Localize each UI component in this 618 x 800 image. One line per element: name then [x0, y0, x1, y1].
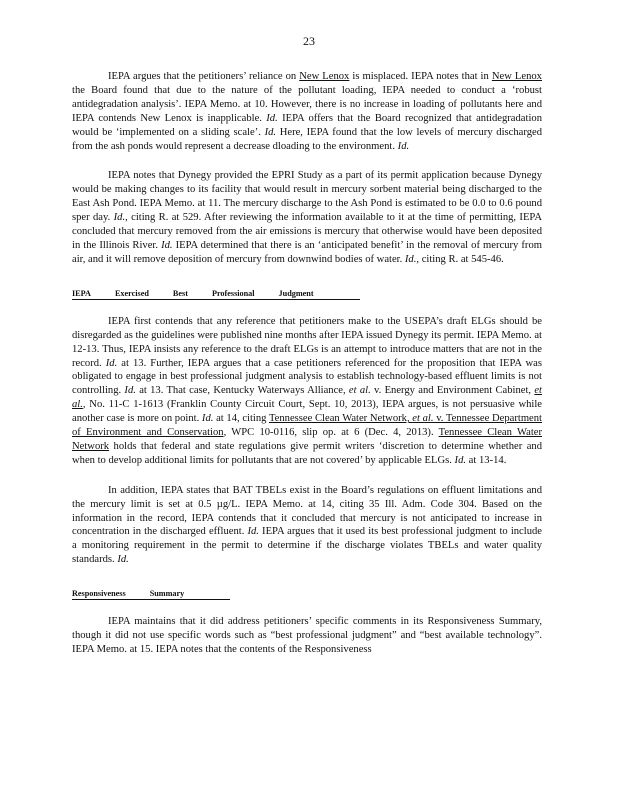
paragraph-responsiveness: IEPA maintains that it did address petitioners’ specific comments in its Responsiveness Summary, though it did not use specific words such as “best professional judgment” and “best available technology”. IEPA Memo. at 15. IEPA notes that the contents of the Responsiveness [72, 616, 542, 655]
section-heading-responsiveness-summary: Responsiveness Summary [72, 589, 230, 600]
document-body [72, 70, 542, 673]
paragraph-bat-tbels: In addition, IEPA states that BAT TBELs exist in the Board’s regulations on effluent limitations and the mercury limit is set at 0.5 µg/L. IEPA Memo. at 14, citing 35 Ill. Adm. Code 304. Based on the information in the record, IEPA contends that it concluded that mercury is not anticipated to increase in concentration in the discharged effluent. Id. IEPA argues that it used its best professional judgment to include a monitoring requirement in the permit to determine if the discharge violates TBELs and water quality standards. Id. [72, 484, 542, 566]
paragraph-epri-study: IEPA notes that Dynegy provided the EPRI Study as a part of its permit application because Dynegy would be making changes to its facility that would result in mercury sorbent material being discharged to the East Ash Pond. IEPA Memo. at 11. The mercury discharge to the Ash Pond is estimated to be 0.0 to 0.6 pound sper day. Id., citing R. at 529. After reviewing the information available to it at the time of permitting, IEPA concluded that mercury removed from the air emissions is mercury that otherwise would have been deposited in the Illinois River. Id. IEPA determined that there is an ‘anticipated benefit’ in the removal of mercury from air, and it will remove deposition of mercury from downwind bodies of water. Id., citing R. at 545-46. [72, 170, 543, 265]
paragraph-draft-elgs: IEPA first contends that any reference that petitioners make to the USEPA’s draft ELGs should be disregarded as the guidelines were published nine months after IEPA issued Dynegy its permit. IEPA Memo. at 12-13. Thus, IEPA insists any reference to the draft ELGs is an attempt to introduce matters that are not in the record. Id. at 13. Further, IEPA argues that a case petitioners referenced for the proposition that IEPA was obligated to engage in best professional judgment analysis to establish technology-based effluent limits is not controlling. Id. at 13. That case, Kentucky Waterways Alliance, et al. v. Energy and Environment Cabinet, et al., No. 11-C 1-1613 (Franklin County Circuit Court, Sept. 10, 2013), IEPA argues, is not persuasive while another case is more on point. Id. at 14, citing Tennessee Clean Water Network, et al. v. Tennessee Department of Environment and Conservation, WPC 10-0116, slip op. at 6 (Dec. 4, 2013). Tennessee Clean Water Network holds that federal and state regulations give permit writers ‘discretion to determine whether and when to develop additional limits for pollutants that are not covered’ by applicable ELGs. Id. at 13-14. [72, 315, 542, 466]
paragraph-new-lenox: IEPA argues that the petitioners’ reliance on New Lenox is misplaced. IEPA notes that in New Lenox the Board found that due to the nature of the pollutant loading, IEPA needed to conduct a ‘robust antidegradation analysis’. IEPA Memo. at 10. However, there is no increase in loading of pollutants here and IEPA contends New Lenox is inapplicable. Id. IEPA offers that the Board recognized that antidegradation would be ‘implemented on a sliding scale’. Id. Here, IEPA found that the low levels of mercury discharged from the ash ponds would represent a decrease dloading to the environment. Id. [72, 71, 542, 152]
section-heading-best-professional-judgment: IEPA Exercised Best Professional Judgment [72, 289, 360, 300]
page-number: 23 [303, 34, 315, 48]
